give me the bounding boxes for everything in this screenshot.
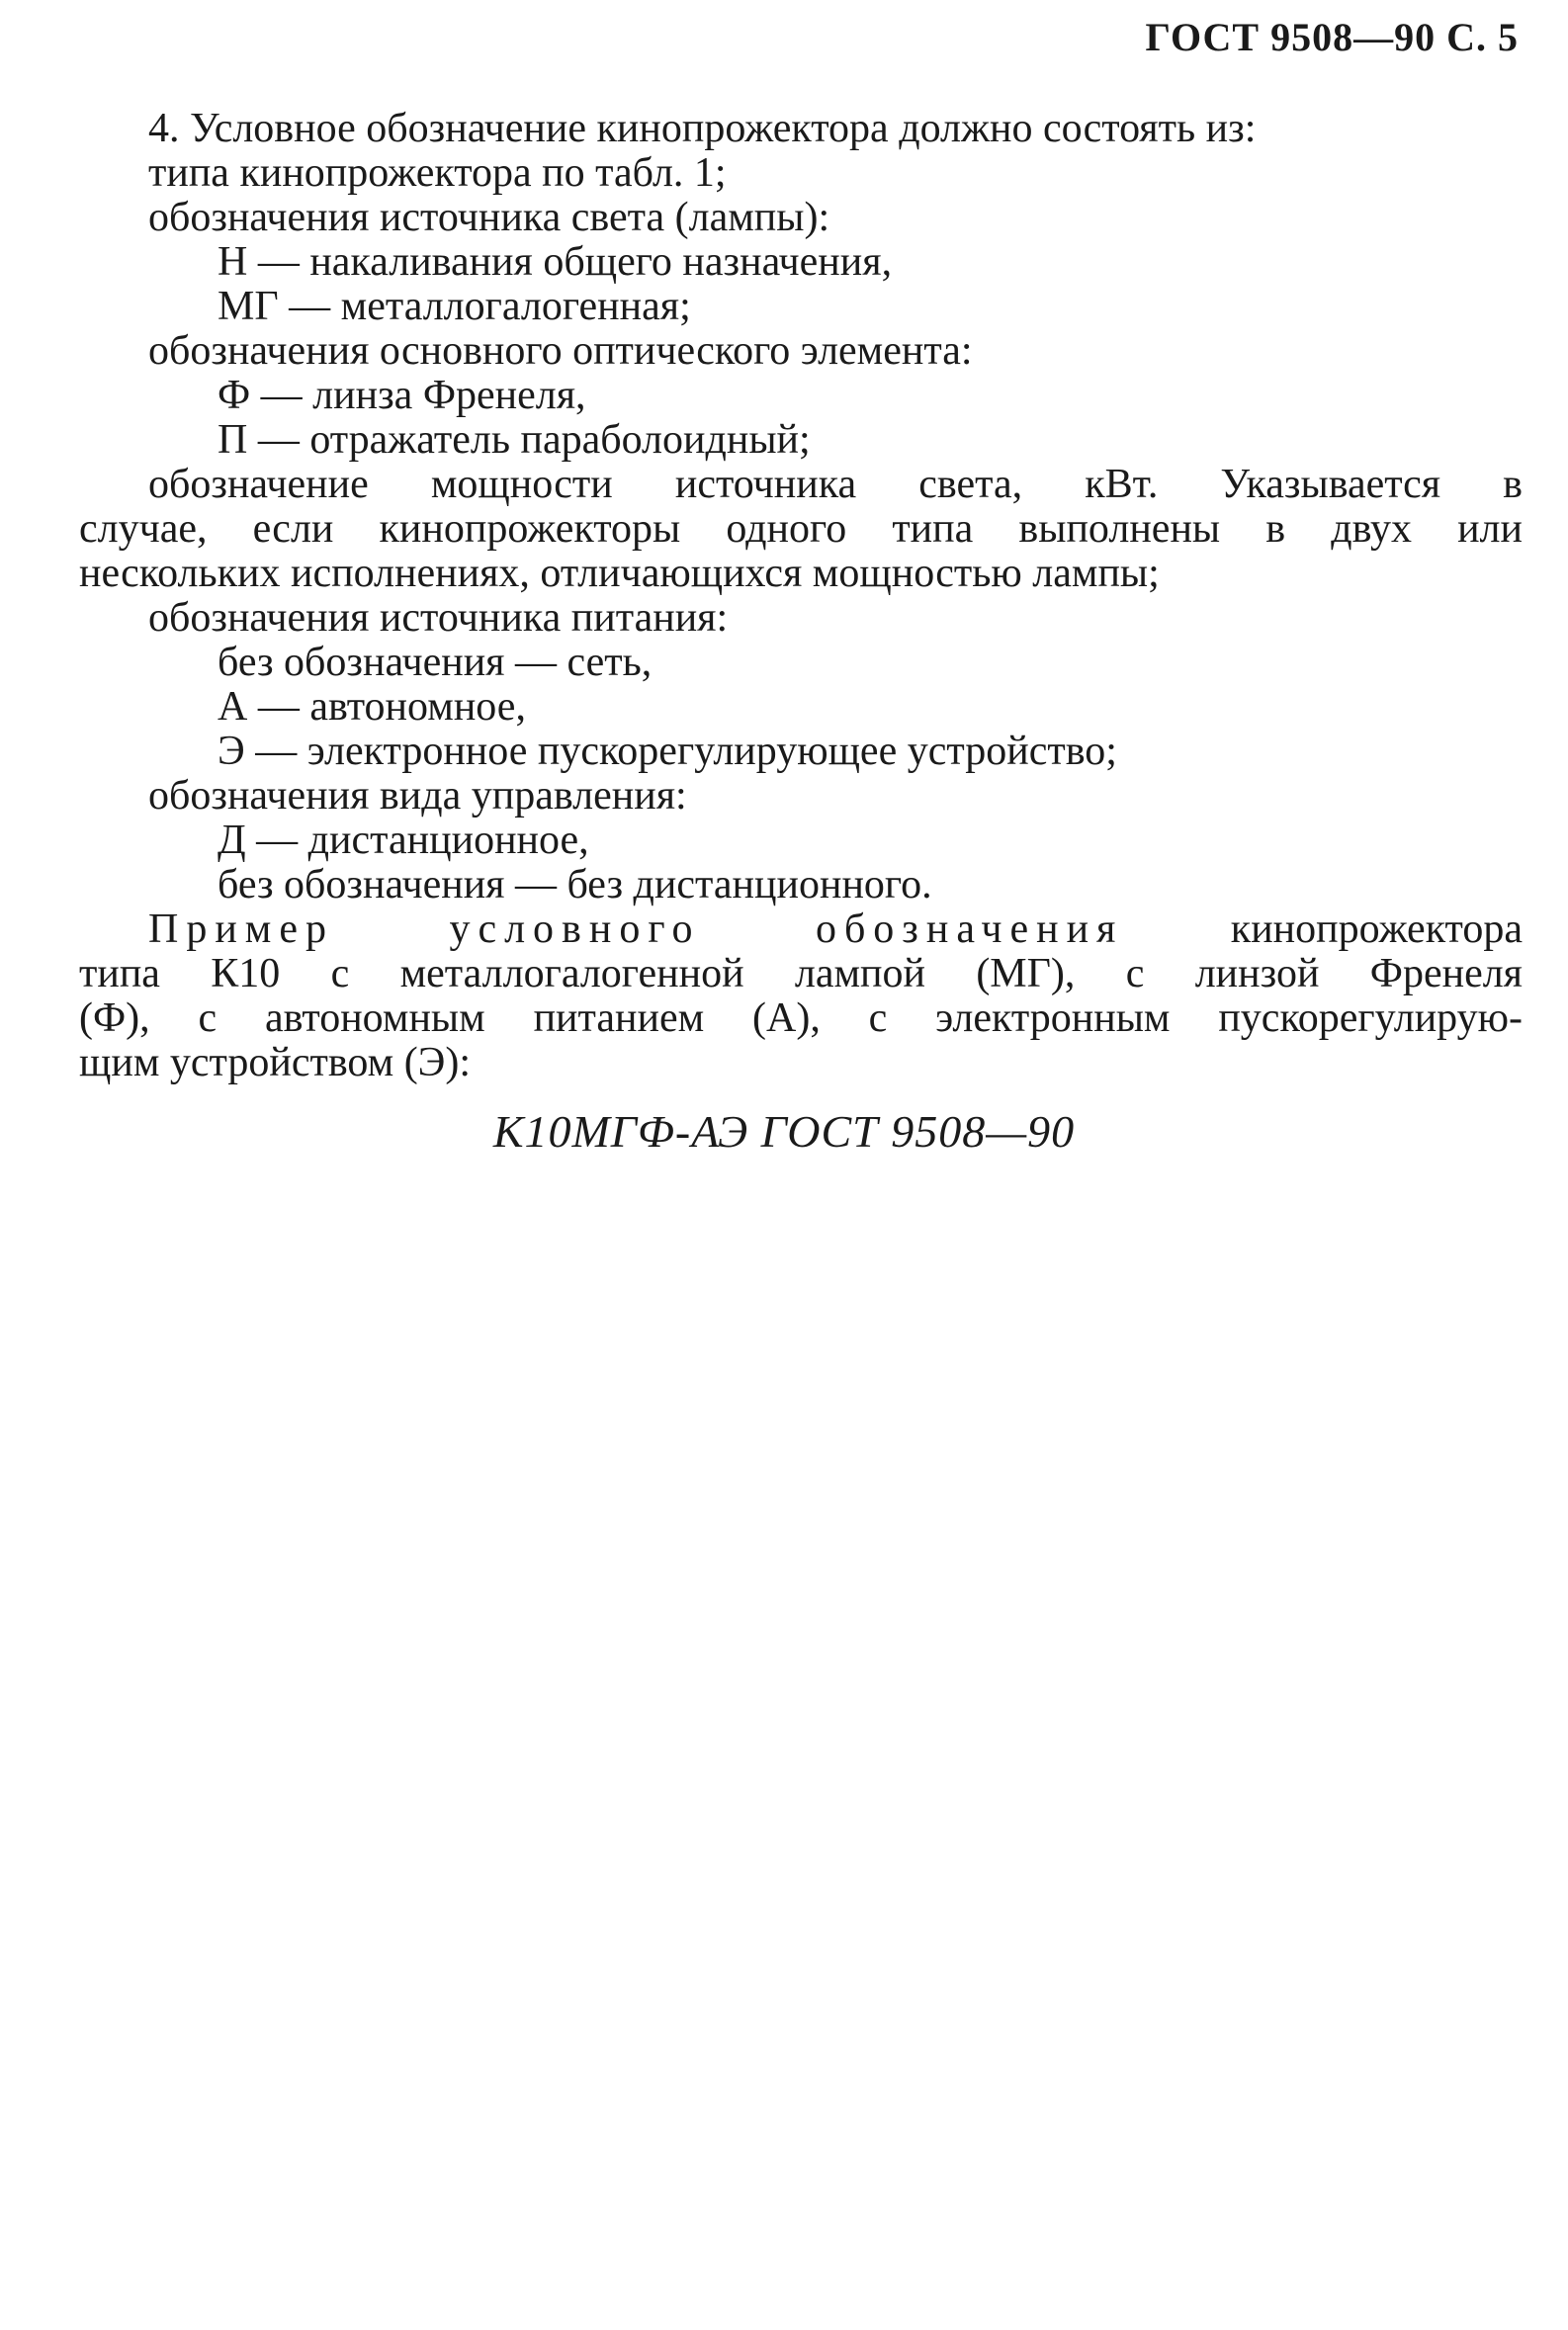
example-line-4: щим устройством (Э): (79, 1040, 472, 1085)
list-item-control-type: обозначения вида управления: (148, 773, 687, 819)
sub-item-incandescent: Н — накаливания общего назначения, (218, 239, 893, 285)
sub-item-paraboloid-reflector: П — отражатель параболоидный; (218, 417, 811, 463)
example-line-2: типа К10 с металлогалогенной лампой (МГ), с линзой Френеля (79, 952, 1523, 996)
text-line: случае, если кинопрожекторы одного типа выполнены в двух или (79, 507, 1523, 552)
list-item-power: обозначение мощности источника света, кВт. Указывается в (148, 463, 1523, 507)
running-header: ГОСТ 9508—90 С. 5 (1145, 15, 1519, 59)
example-line1-rest: кинопрожектора (1230, 907, 1523, 952)
paragraph-4-intro: 4. Условное обозначение кинопрожектора должно состоять из: (148, 106, 1257, 151)
example-line-3: (Ф), с автономным питанием (А), с электронным пускорегулирую- (79, 996, 1523, 1041)
list-item-light-source: обозначения источника света (лампы): (148, 195, 830, 240)
example-designation: К10МГФ-АЭ ГОСТ 9508—90 (492, 1106, 1076, 1157)
sub-item-metal-halide: МГ — металлогалогенная; (218, 284, 691, 329)
sub-item-fresnel-lens: Ф — линза Френеля, (218, 373, 586, 418)
list-item-optical-element: обозначения основного оптического элемента: (148, 328, 973, 374)
sub-item-no-remote: без обозначения — без дистанционного. (218, 862, 932, 907)
sub-item-electronic-ballast: Э — электронное пускорегулирующее устройство; (218, 729, 1117, 774)
sub-item-remote: Д — дистанционное, (218, 818, 589, 863)
example-line-1 (148, 907, 1523, 952)
list-item-power-supply: обозначения источника питания: (148, 595, 729, 641)
text-line: нескольких исполнениях, отличающихся мощностью лампы; (79, 551, 1160, 596)
example-lead: Пример условного обозначения (148, 907, 1124, 952)
sub-item-mains: без обозначения — сеть, (218, 640, 653, 685)
sub-item-autonomous: А — автономное, (218, 684, 526, 730)
body-text (79, 106, 1523, 1085)
list-item-projector-type: типа кинопрожектора по табл. 1; (148, 150, 727, 196)
